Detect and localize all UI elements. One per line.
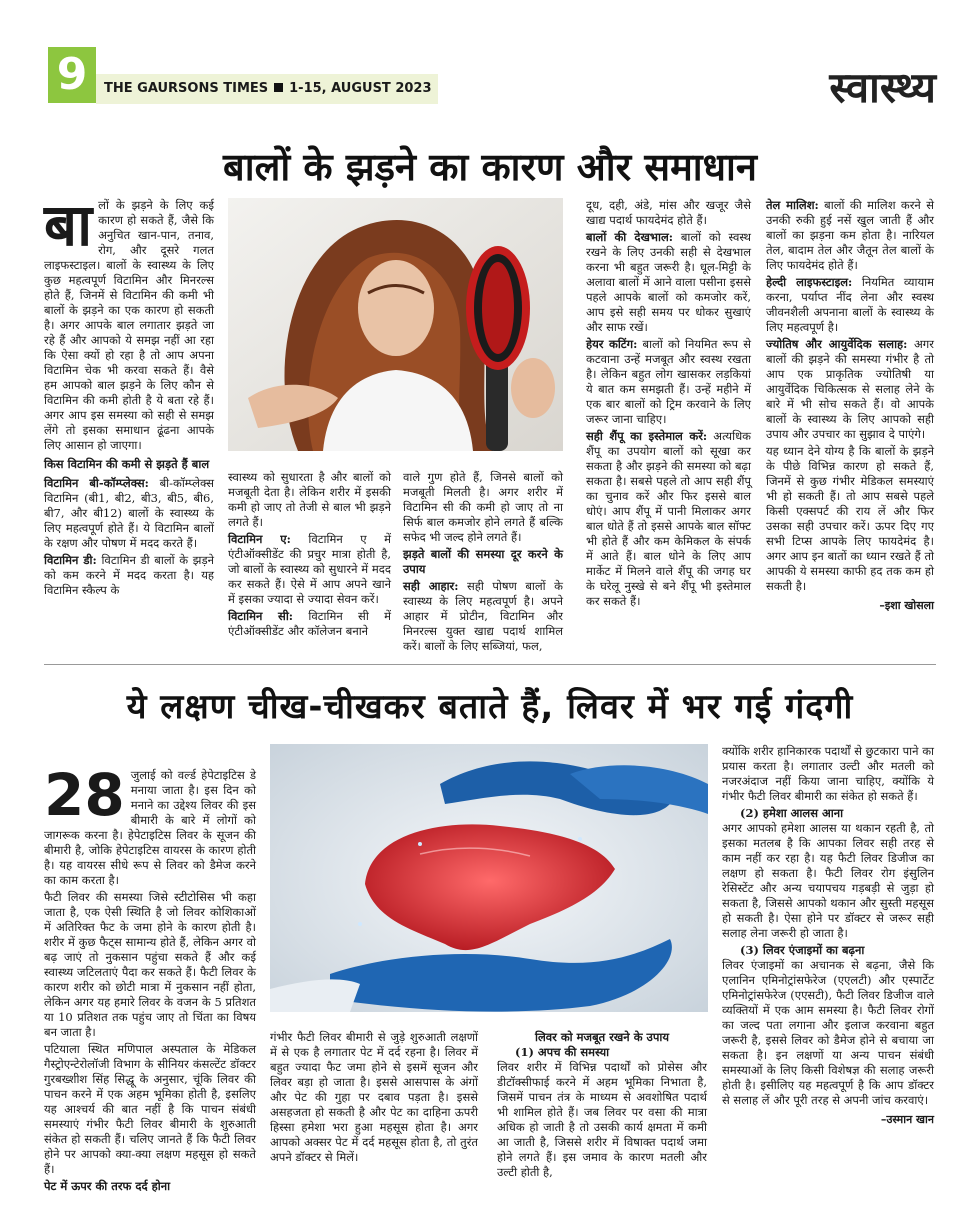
article2-column-4 bbox=[722, 744, 934, 1186]
author-byline: –इशा खोसला bbox=[879, 599, 934, 612]
list-item-title: (2) हमेशा आलस आना bbox=[740, 806, 844, 820]
subheading: पेट में ऊपर की तरफ दर्द होना bbox=[44, 1179, 171, 1193]
section-divider bbox=[44, 664, 936, 665]
dropcap: 28 bbox=[44, 761, 125, 829]
paragraph: बालों को नियमित रूप से कटवाना उन्हें मजबूत और स्वस्थ रखता है। लेकिन बहुत लोग खासकर लड़कियां ये बात कम समझती हैं। उन्हें महीने में एक बार बालों को ट्रिम करवाने के लिए जरूर जाना चाहिए। bbox=[586, 337, 751, 426]
label: बालों की देखभाल: bbox=[586, 230, 674, 244]
paragraph: गंभीर फैटी लिवर बीमारी से जुड़े शुरुआती लक्षणों में से एक है लगातार पेट में दर्द रहना है। लिवर में बहुत ज्यादा फैट जमा होने से इसमें सूजन और लिवर बड़ा हो जाता है। इससे आसपास के अंगों और पेट की गुहा पर दबाव पड़ता है। इससे असहजता हो सकती है और पेट का दाहिना ऊपरी हिस्सा हमेशा भरा हुआ महसूस होता है। अगर आपको अक्सर पेट में दर्द महसूस होता है, तो तुरंत अपने डॉक्टर से मिलें। bbox=[270, 1030, 478, 1164]
paragraph: जुलाई को वर्ल्ड हेपेटाइटिस डे मनाया जाता है। इस दिन को मनाने का उद्देश्य लिवर की इस बीमारी के बारे में लोगों को जागरूक करना है। हेपेटाइटिस लिवर के सूजन की बीमारी है, जोकि हेपेटाइटिस वायरस के कारण होती है। यह वायरस सीधे रूप से लिवर को डैमेज करने का काम करता है। bbox=[44, 768, 256, 887]
paragraph: वाले गुण होते हैं, जिनसे बालों को मजबूती मिलती है। अगर शरीर में विटामिन सी की कमी हो जाए तो ना सिर्फ बाल कमजोर होने लगते हैं बल्कि सफेद भी जल्द होने लगते हैं। bbox=[403, 470, 563, 544]
paragraph: सही पोषण बालों के स्वास्थ्य के लिए महत्वपूर्ण है। अपने आहार में प्रोटीन, विटामिन और मिनरल्स युक्त खाद्य पदार्थ शामिल करें। बालों के लिए सब्जियां, फल, bbox=[403, 579, 563, 653]
article1-headline: बालों के झड़ने का कारण और समाधान bbox=[223, 145, 757, 189]
label: हेयर कटिंग: bbox=[586, 337, 638, 351]
hair-loss-photo bbox=[228, 198, 563, 451]
page-number: 9 bbox=[48, 47, 96, 103]
article1-column-3 bbox=[403, 470, 563, 654]
issue-date: 1-15, AUGUST 2023 bbox=[289, 81, 432, 96]
paragraph: अत्यधिक शैंपू का उपयोग बालों को सूखा कर सकता है और झड़ने की समस्या को बढ़ा सकता है। सबसे पहले तो आप सही शैंपू का चुनाव करें और फिर इससे बाल धोएं। आप शैंपू में पानी मिलाकर अगर बाल धोते हैं तो इससे आपके बाल सॉफ्ट भी होते हैं और कम केमिकल के संपर्क में आते हैं। बाल धोने के लिए आप मार्केट में मिलने वाले शैंपू की जगह घर के घरेलू नुस्खे से बने शैंपू भी इस्तेमाल कर सकते हैं। bbox=[586, 429, 751, 608]
paragraph: बालों की मालिश करने से उनकी रुकी हुई नसें खुल जाती हैं और बालों का झड़ना कम होता है। नारियल तेल, बादाम तेल और जैतून तेल बालों के लिए फायदेमंद होते हैं। bbox=[766, 198, 934, 272]
paragraph: लों के झड़ने के लिए कई कारण हो सकते हैं, जैसे कि अनुचित खान-पान, तनाव, रोग, और दूसरे गलत लाइफस्टाइल। बालों के स्वास्थ्य के लिए कुछ महत्वपूर्ण विटामिन और मिनरल्स होते हैं, जिनमें से विटामिन की कमी भी बालों के झड़ने का एक कारण हो सकती है। अगर आपके बाल लगातार झड़ते जा रहे हैं और आपको ये समझ नहीं आ रहा कि ऐसा क्यों हो रहा है तो आप अपना विटामिन चेक भी करवा सकते हैं। वैसे हम आपको बाल झड़ने के लिए कौन से विटामिन की कमी होती है ये बता रहे हैं। अगर आप इस समस्या को सही से समझ लेंगे तो इसका समाधान ढूंढना आपके लिए आसान हो जाएगा। bbox=[44, 198, 214, 452]
masthead bbox=[96, 74, 438, 104]
subheading: झड़ते बालों की समस्या दूर करने के उपाय bbox=[403, 547, 563, 576]
author-byline: –उस्मान खान bbox=[880, 1113, 934, 1126]
paragraph: विटामिन सी में एंटीऑक्सीडेंट और कॉलेजन बनाने bbox=[228, 609, 391, 638]
label: सही शैंपू का इस्तेमाल करें: bbox=[586, 429, 708, 443]
label: ज्योतिष और आयुर्वेदिक सलाह: bbox=[766, 337, 908, 351]
article1-column-4 bbox=[586, 198, 751, 654]
paragraph: नियमित व्यायाम करना, पर्याप्त नींद लेना और स्वस्थ जीवनशैली अपनाना बालों के स्वास्थ्य के लिए महत्वपूर्ण है। bbox=[766, 275, 934, 334]
paragraph: बालों को स्वस्थ रखने के लिए उनकी सही से देखभाल करना भी बहुत जरूरी है। धूल-मिट्टी के अलावा बालों में आने वाला पसीना इससे पहले आपके बालों को कमजोर करें, आप इसे सही समय पर धोकर सुखाएं और साफ रखें। bbox=[586, 230, 751, 334]
section-title: स्वास्थ्य bbox=[829, 63, 936, 112]
paragraph: पटियाला स्थित मणिपाल अस्पताल के मेडिकल गैस्ट्रोएन्टेरोलॉजी विभाग के सीनियर कंसल्टेंट डॉक्टर गुरबख्शीश सिंह सिद्धू के अनुसार, चूंकि लिवर की पाचन करने में एक अहम भूमिका होती है, इसलिए यह आश्चर्य की बात नहीं है कि पाचन संबंधी समस्याएं गंभीर फैटी लिवर बीमारी के शुरुआती संकेत हो सकती हैं। चलिए जानते हैं कि फैटी लिवर होने पर आपको क्या-क्या लक्षण महसूस हो सकते हैं। bbox=[44, 1042, 256, 1176]
article2-column-1 bbox=[44, 761, 256, 1193]
article2-column-2 bbox=[270, 1030, 478, 1184]
article2-headline: ये लक्षण चीख-चीखकर बताते हैं, लिवर में भर गई गंदगी bbox=[126, 687, 854, 727]
article1-column-5 bbox=[766, 198, 934, 654]
subheading: लिवर को मजबूत रखने के उपाय bbox=[534, 1030, 670, 1044]
article1-column-1 bbox=[44, 191, 214, 654]
paragraph: लिवर एंजाइमों का अचानक से बढ़ना, जैसे कि एलानिन एमिनोट्रांसफेरेज (एएलटी) और एस्पार्टेट एमिनोट्रांसफेरेज (एएसटी), फैटी लिवर डिजीज वाले व्यक्तियों में एक आम समस्या है। फैटी लिवर रोगों का जल्द पता लगाना और इलाज करवाना बहुत जरूरी है, इससे लिवर को डैमेज होने से बचाया जा सकता है। इन लक्षणों या अन्य पाचन संबंधी समस्याओं के लिए किसी विशेषज्ञ की सलाह जरूरी होती है। इसीलिए यह महत्वपूर्ण है कि आप डॉक्टर से सलाह लें और पूरी तरह से अपनी जांच करवाएं। bbox=[722, 958, 934, 1107]
subheading: किस विटामिन की कमी से झड़ते हैं बाल bbox=[44, 457, 210, 471]
label: तेल मालिश: bbox=[766, 198, 819, 212]
label: सही आहार: bbox=[403, 579, 459, 593]
paragraph: लिवर शरीर में विभिन्न पदार्थों को प्रोसेस और डीटॉक्सीफाई करने में अहम भूमिका निभाता है, जिसमें पाचन तंत्र के माध्यम से अवशोषित पदार्थ भी शामिल होते हैं। जब लिवर पर वसा की मात्रा अधिक हो जाती है तो उसकी कार्य क्षमता में कमी आ जाती है, जिससे शरीर में विषाक्त पदार्थ जमा होने लगते हैं। इस जमाव के कारण मतली और उल्टी होती है, bbox=[497, 1060, 707, 1179]
list-item-title: (3) लिवर एंजाइमों का बढ़ना bbox=[740, 943, 865, 957]
label: हेल्दी लाइफस्टाइल: bbox=[766, 275, 853, 289]
label: विटामिन सी: bbox=[228, 609, 294, 623]
paragraph: फैटी लिवर की समस्या जिसे स्टीटोसिस भी कहा जाता है, एक ऐसी स्थिति है जो लिवर कोशिकाओं में अतिरिक्त फैट के जमा होने के कारण होती है। शरीर में कुछ फैट्स सामान्य होते हैं, लेकिन अगर वो बढ़ जाएं तो नुकसान पहुंचा सकते हैं और कई स्वास्थ्य जटिलताएं पैदा कर सकते हैं। फैटी लिवर के कारण शरीर को छोटी मात्रा में नुकसान नहीं होता, लेकिन अगर यह हमारे लिवर के वजन के 5 प्रतिशत या 10 प्रतिशत तक पहुंच जाए तो चिंता का विषय बन जाता है। bbox=[44, 890, 256, 1039]
paragraph: यह ध्यान देने योग्य है कि बालों के झड़ने के पीछे विभिन्न कारण हो सकते हैं, जिनमें से कुछ गंभीर मेडिकल समस्याएं भी हो सकती हैं। तो आप सबसे पहले किसी एक्सपर्ट की राय लें और फिर उसका सही उपचार करें। ऊपर दिए गए सभी टिप्स आपके लिए फायदेमंद है। अगर आप इन बातों का ध्यान रखते हैं तो आपकी ये समस्या काफी हद तक कम हो सकती है। bbox=[766, 444, 934, 593]
paragraph: दूध, दही, अंडे, मांस और खजूर जैसे खाद्य पदार्थ फायदेमंद होते हैं। bbox=[586, 198, 751, 227]
list-item-title: (1) अपच की समस्या bbox=[515, 1045, 610, 1059]
paragraph: अगर बालों की झड़ने की समस्या गंभीर है तो आप एक प्राकृतिक ज्योतिषी या आयुर्वेदिक चिकित्सक से सलाह लेने के बारे में भी सोच सकते हैं। वो आपके बालों के स्वास्थ्य के लिए आपको सही उपाय और उपचार का सुझाव दे पाएंगे। bbox=[766, 337, 934, 441]
paragraph: विटामिन डी बालों के झड़ने को कम करने में मदद करता है। यह विटामिन स्कैल्प के bbox=[44, 553, 214, 597]
paragraph: बी-कॉम्प्लेक्स विटामिन (बी1, बी2, बी3, बी5, बी6, बी7, और बी12) बालों के स्वास्थ्य के लिए महत्वपूर्ण होते हैं। ये विटामिन बालों के रक्षण और पोषण में मदद करते हैं। bbox=[44, 476, 214, 550]
label: विटामिन डी: bbox=[44, 553, 97, 567]
article1-column-2 bbox=[228, 470, 391, 654]
paragraph: विटामिन ए में एंटीऑक्सीडेंट की प्रचुर मात्रा होती है, जो बालों के स्वास्थ्य को सुधारने में मदद कर सकते हैं। ऐसे में आप अपने खाने में इसका ज्यादा से ज्यादा सेवन करें। bbox=[228, 532, 392, 606]
paragraph: क्योंकि शरीर हानिकारक पदार्थों से छुटकारा पाने का प्रयास करता है। लगातार उल्टी और मतली को नजरअंदाज नहीं किया जाना चाहिए, क्योंकि ये गंभीर फैटी लिवर बीमारी का संकेत हो सकते हैं। bbox=[722, 744, 934, 803]
paragraph: अगर आपको हमेशा आलस या थकान रहती है, तो इसका मतलब है कि आपका लिवर सही तरह से काम नहीं कर रहा है। यह फैटी लिवर डिजीज का लक्षण हो सकता है। फैटी लिवर रोग इंसुलिन रेसिस्टेंट और अन्य चयापचय गड़बड़ी से जुड़ा हो सकता है, जिससे आपको थकान और सुस्ती महसूस हो सकती है। ऐसा होने पर डॉक्टर से जरूर सही सलाह लेना जरूरी हो जाता है। bbox=[722, 821, 934, 940]
publication-name: THE GAURSONS TIMES bbox=[104, 81, 269, 96]
liver-illustration-photo bbox=[270, 744, 708, 1012]
separator-square bbox=[274, 83, 283, 92]
label: विटामिन बी-कॉम्प्लेक्स: bbox=[44, 476, 149, 490]
label: विटामिन ए: bbox=[228, 532, 291, 546]
dropcap: बा bbox=[44, 191, 93, 259]
article2-column-3 bbox=[497, 1030, 707, 1184]
paragraph: स्वास्थ्य को सुधारता है और बालों को मजबूती देता है। लेकिन शरीर में इसकी कमी हो जाए तो तेजी से बाल भी झड़ने लगते हैं। bbox=[228, 470, 391, 529]
